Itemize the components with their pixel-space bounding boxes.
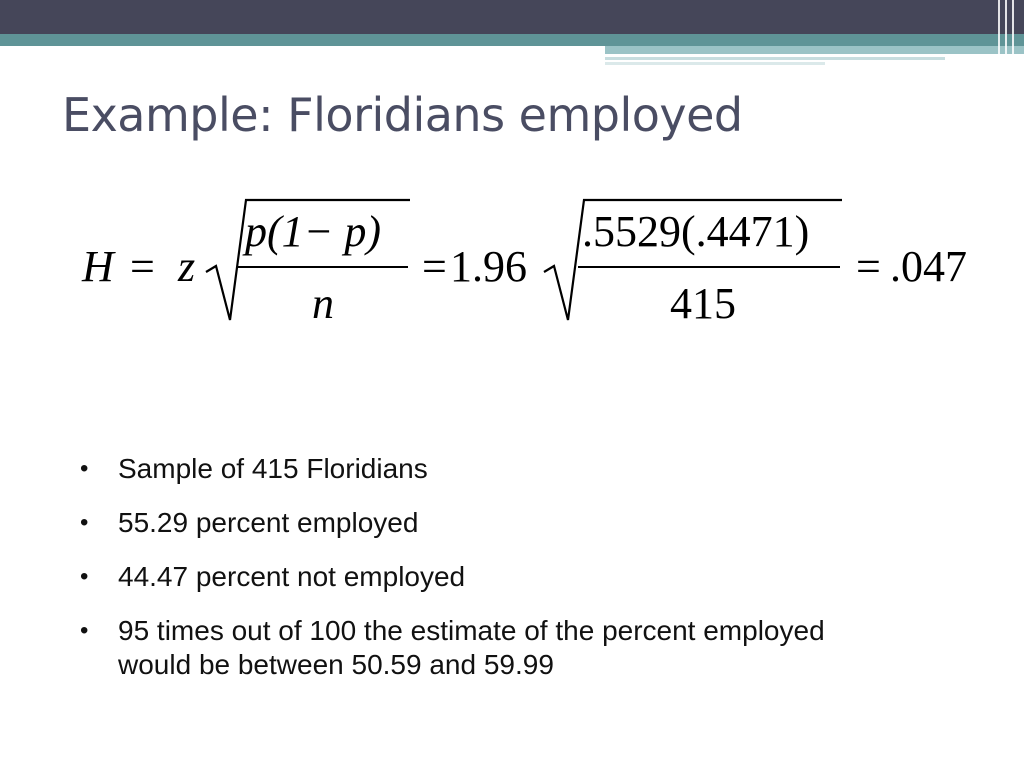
list-item (78, 614, 878, 682)
bullet-glyph: • (80, 563, 89, 590)
formula (78, 188, 998, 338)
list-item (78, 560, 878, 594)
list-item (78, 452, 878, 486)
fraction-1-denominator: n (312, 279, 334, 328)
formula-eq-2: = (422, 242, 447, 291)
header-accent-bar (605, 46, 1024, 54)
fraction-1-numerator: p(1− p) (245, 207, 381, 256)
formula-eq-3: = (856, 242, 881, 291)
header-accent-line-2 (605, 62, 825, 65)
bullet-list (78, 452, 978, 702)
formula-result: .047 (890, 242, 967, 291)
bullet-text: 55.29 percent employed (118, 507, 419, 538)
header-edge-stripes (992, 0, 1024, 70)
bullet-glyph: • (80, 509, 89, 536)
bullet-text: 95 times out of 100 the estimate of the percent employed would be between 50.59 and 59.99 (118, 615, 825, 680)
header-bar-dark (0, 0, 1024, 34)
header-bar-teal (0, 34, 1024, 46)
bullet-glyph: • (80, 455, 89, 482)
list-item (78, 506, 878, 540)
formula-coefficient: 1.96 (450, 242, 527, 291)
fraction-2-denominator: 415 (670, 279, 736, 328)
fraction-2-numerator: .5529(.4471) (582, 207, 810, 256)
formula-lhs: H (82, 242, 114, 291)
formula-eq-1: = (130, 242, 155, 291)
slide-title: Example: Floridians employed (62, 88, 743, 142)
bullet-text: Sample of 415 Floridians (118, 453, 428, 484)
formula-z: z (178, 242, 196, 291)
bullet-text: 44.47 percent not employed (118, 561, 466, 592)
header-accent-line-1 (605, 57, 945, 60)
bullet-glyph: • (80, 617, 89, 644)
